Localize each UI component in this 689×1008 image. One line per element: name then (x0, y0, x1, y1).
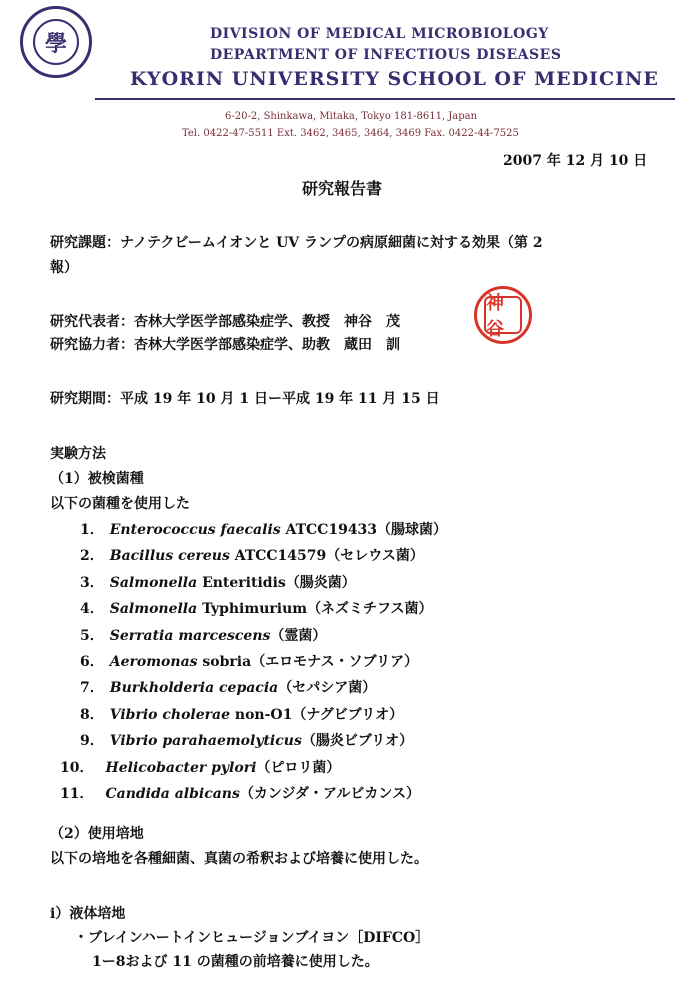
media-heading: （2）使用培地 (50, 826, 144, 842)
strain-japanese-name: （腸炎菌） (285, 574, 356, 591)
strain-japanese-name: （セレウス菌） (326, 548, 424, 565)
header-rule (95, 98, 675, 100)
liquid-media-heading: i）液体培地 (50, 906, 126, 922)
research-period: 研究期間：平成 19 年 10 月 1 日ー平成 19 年 11 月 15 日 (50, 391, 440, 407)
strains-intro: 以下の菌種を使用した (50, 496, 190, 512)
strain-item (80, 704, 403, 724)
strain-item (80, 519, 447, 539)
strain-item (80, 572, 356, 592)
medium-usage-note: 1ー8および 11 の菌種の前培養に使用した。 (92, 954, 379, 970)
strain-number: 10． (60, 759, 94, 776)
strain-species-name: Helicobacter pylori (105, 759, 257, 776)
phone-line: Tel. 0422-47-5511 Ext. 3462, 3465, 3464, 3469 Fax. 0422-44-7525 (182, 128, 519, 139)
strain-species-name: Burkholderia cepacia (109, 680, 279, 697)
address-line: 6-20-2, Shinkawa, Mitaka, Tokyo 181-8611, Japan (225, 111, 478, 122)
strain-number: 5． (80, 627, 104, 644)
strain-designation: ATCC19433 (280, 522, 378, 538)
strain-number: 2． (80, 548, 104, 565)
methods-heading: 実験方法 (50, 446, 106, 462)
university-logo (20, 6, 92, 78)
strain-japanese-name: （ナグビブリオ） (292, 706, 404, 723)
strain-japanese-name: （ネズミチフス菌） (307, 601, 433, 618)
department-name: DEPARTMENT OF INFECTIOUS DISEASES (210, 47, 562, 63)
strain-item (80, 651, 418, 671)
strain-item (80, 677, 376, 697)
research-collaborator: 研究協力者：杏林大学医学部感染症学、助教 蔵田 訓 (50, 337, 400, 353)
strain-species-name: Enterococcus faecalis (109, 522, 281, 538)
strain-japanese-name: （セパシア菌） (278, 680, 377, 697)
test-strains-heading: （1）被検菌種 (50, 471, 144, 487)
strain-number: 1． (80, 522, 104, 538)
strain-japanese-name: （カンジダ・アルビカンス） (239, 786, 420, 802)
strain-designation: Enteritidis (197, 574, 286, 591)
university-name: KYORIN UNIVERSITY SCHOOL OF MEDICINE (130, 68, 659, 90)
strain-item (60, 757, 340, 777)
strain-item (80, 730, 413, 750)
strain-japanese-name: （霊菌） (270, 627, 327, 644)
seal-mark: 神谷 (484, 296, 522, 334)
strain-species-name: Bacillus cereus (109, 548, 230, 565)
strain-species-name: Vibrio cholerae (109, 706, 231, 723)
strain-item (80, 545, 424, 565)
strain-number: 9． (80, 733, 104, 750)
strain-designation: Typhimurium (197, 601, 308, 618)
medium-item: ・ブレインハートインヒュージョンブイヨン［DIFCO］ (74, 930, 430, 946)
strain-number: 7． (80, 680, 104, 697)
strain-japanese-name: （腸炎ビブリオ） (301, 733, 414, 750)
strain-species-name: Serratia marcescens (109, 627, 271, 644)
strain-designation: sobria (197, 654, 252, 670)
logo-mark: 學 (33, 19, 79, 65)
report-date: 2007 年 12 月 10 日 (503, 153, 648, 169)
division-name: DIVISION OF MEDICAL MICROBIOLOGY (210, 26, 549, 42)
report-title: 研究報告書 (302, 179, 383, 198)
research-subject: 研究課題：ナノテクビームイオンと UV ランプの病原細菌に対する効果（第 2 (50, 235, 543, 251)
strain-japanese-name: （腸球菌） (377, 522, 448, 538)
strain-species-name: Salmonella (109, 601, 198, 618)
strain-item (80, 598, 433, 618)
research-representative: 研究代表者：杏林大学医学部感染症学、教授 神谷 茂 (50, 314, 400, 330)
strain-number: 11． (60, 786, 94, 802)
strain-number: 6． (80, 654, 104, 670)
strain-species-name: Candida albicans (105, 786, 240, 802)
strain-designation: ATCC14579 (229, 548, 327, 565)
red-seal-stamp (474, 286, 532, 344)
media-intro: 以下の培地を各種細菌、真菌の希釈および培養に使用した。 (50, 851, 428, 867)
strain-item (80, 625, 326, 645)
strain-species-name: Salmonella (109, 574, 198, 591)
strain-japanese-name: （エロモナス・ソブリア） (251, 654, 419, 670)
strain-designation: non-O1 (230, 706, 293, 723)
strain-number: 3． (80, 574, 104, 591)
strain-species-name: Vibrio parahaemolyticus (109, 733, 302, 750)
strain-item (60, 783, 420, 803)
strain-number: 4． (80, 601, 104, 618)
strain-japanese-name: （ピロリ菌） (256, 759, 341, 776)
strain-species-name: Aeromonas (109, 654, 198, 670)
research-subject-cont: 報） (50, 260, 78, 276)
strain-number: 8． (80, 706, 104, 723)
